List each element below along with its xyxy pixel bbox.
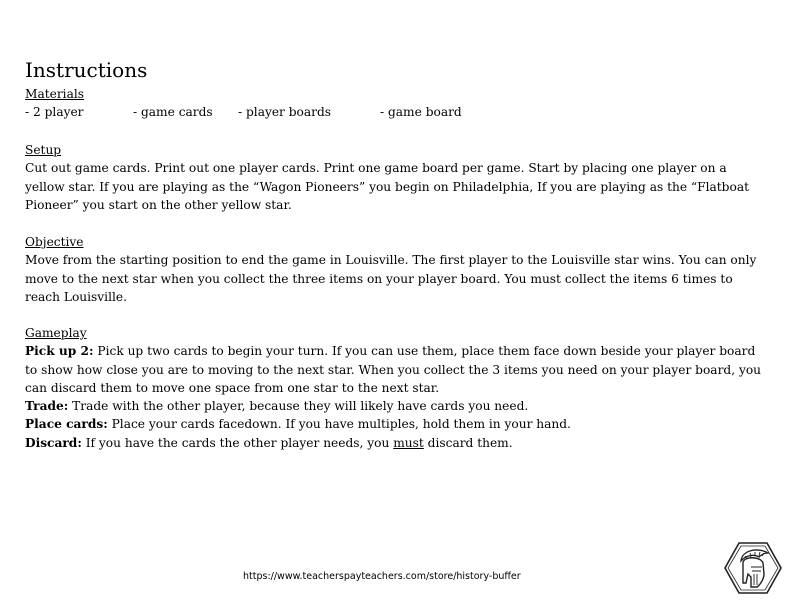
setup-heading: Setup bbox=[25, 143, 62, 157]
materials-list bbox=[25, 103, 765, 121]
rule-label: Trade: bbox=[25, 399, 69, 414]
materials-item: - game cards bbox=[133, 105, 213, 120]
spartan-helmet-logo-icon bbox=[724, 541, 782, 595]
rule-label: Discard: bbox=[25, 435, 82, 450]
rule-emphasis: must bbox=[393, 435, 424, 450]
setup-text: Cut out game cards. Print out one player cards. Print one game board per game. Start by placing one player on a yellow star. If you are playing as the “Wagon Pioneers” you begin on Philadelphia, If you are playing as the “Flatboat Pioneer” you start on the other yellow star. bbox=[25, 161, 749, 212]
footer-url: https://www.teacherspayteachers.com/store/history-buffer bbox=[243, 571, 521, 582]
materials-item: - player boards bbox=[238, 105, 332, 120]
rule-text: If you have the cards the other player needs, you bbox=[81, 435, 394, 450]
materials-item: - 2 player bbox=[25, 105, 84, 120]
rule-label: Place cards: bbox=[25, 417, 108, 432]
gameplay-section bbox=[25, 324, 765, 452]
rule-pick-up bbox=[25, 342, 765, 397]
objective-text: Move from the starting position to end the game in Louisville. The first player to the Louisville star wins. You can only move to the next star when you collect the three items on your player board. You must collect the items 6 times to reach Louisville. bbox=[25, 253, 757, 304]
rule-text: Trade with the other player, because they will likely have cards you need. bbox=[68, 399, 529, 414]
page-title: Instructions bbox=[25, 58, 148, 82]
rule-label: Pick up 2: bbox=[25, 344, 94, 359]
rule-trade bbox=[25, 397, 765, 415]
rule-discard bbox=[25, 434, 765, 452]
materials-item: - game board bbox=[380, 105, 462, 120]
rule-text: Place your cards facedown. If you have multiples, hold them in your hand. bbox=[107, 417, 571, 432]
rule-text: discard them. bbox=[423, 435, 513, 450]
setup-section bbox=[25, 141, 765, 214]
materials-heading: Materials bbox=[25, 87, 84, 101]
objective-heading: Objective bbox=[25, 235, 84, 249]
rule-text: Pick up two cards to begin your turn. If you can use them, place them face down beside your player board to show how close you are to moving to the next star. When you collect the 3 items you need on your player board, you can discard them to move one space from one star to the next star. bbox=[25, 344, 762, 395]
materials-section bbox=[25, 85, 765, 121]
objective-section bbox=[25, 233, 765, 306]
gameplay-heading: Gameplay bbox=[25, 326, 87, 340]
rule-place-cards bbox=[25, 415, 765, 433]
